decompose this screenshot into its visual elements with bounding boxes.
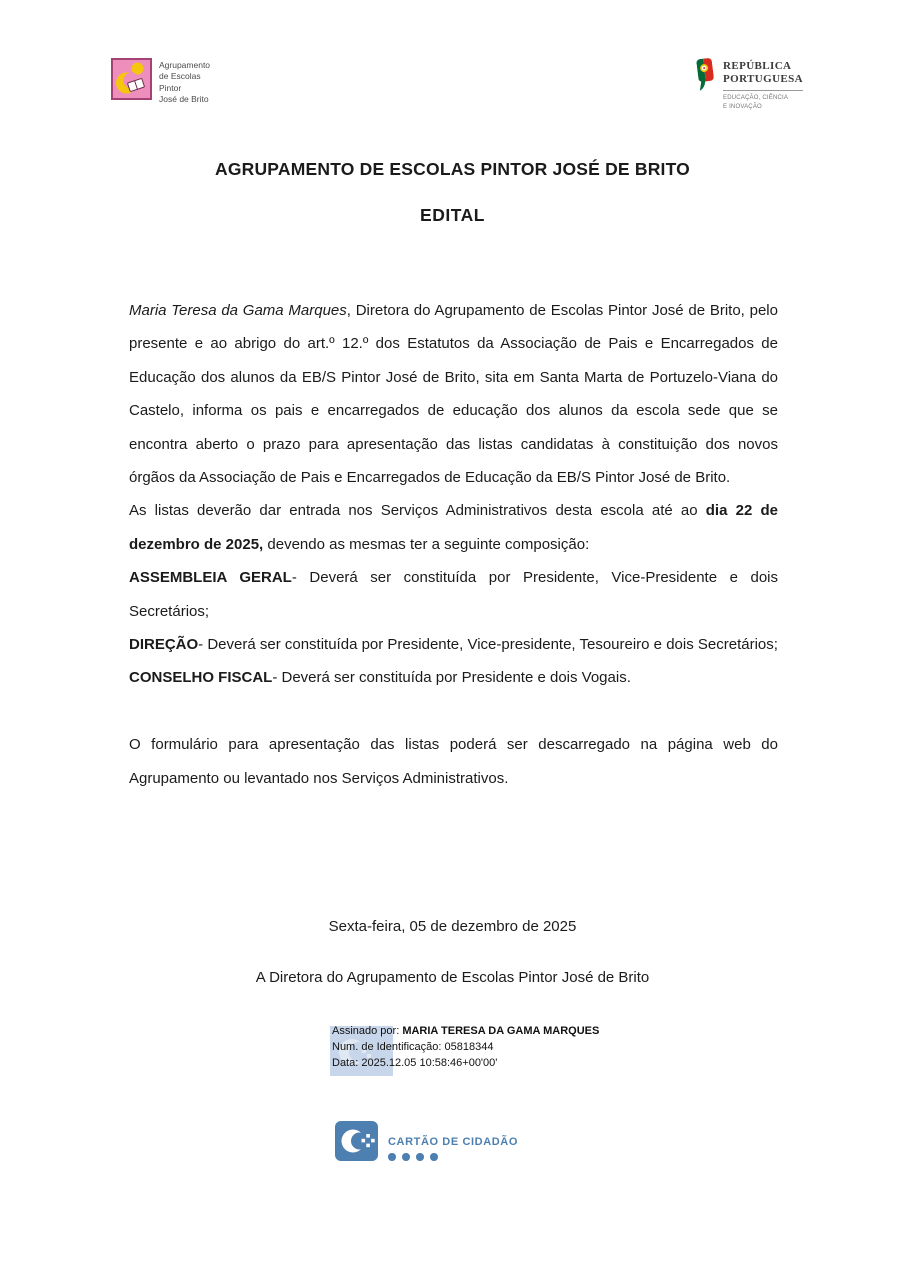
director-name-italic: Maria Teresa da Gama Marques	[129, 302, 347, 319]
document-title: AGRUPAMENTO DE ESCOLAS PINTOR JOSÉ DE BRITO	[214, 159, 690, 179]
school-logo-line: José de Brito	[159, 94, 209, 105]
dot-icon	[388, 1153, 396, 1161]
signature-signed-by	[332, 1024, 599, 1040]
signature-timestamp: Data: 2025.12.05 10:58:46+00'00'	[332, 1056, 498, 1069]
school-logo-icon	[111, 58, 152, 106]
republica-portuguesa-logo	[696, 57, 803, 112]
school-logo-line: Agrupamento	[159, 60, 211, 70]
composition-item-direcao	[129, 628, 778, 661]
composition-text: - Deverá ser constituída por Presidente e dois Vogais.	[272, 669, 631, 687]
digital-signature-block	[332, 1024, 599, 1071]
deadline-date-bold: dia 22 de dezembro de 2025,	[129, 502, 778, 553]
dot-icon	[402, 1153, 410, 1161]
school-logo-text	[159, 58, 210, 106]
gov-dept-line2: E INOVAÇÃO	[723, 103, 762, 110]
school-logo	[111, 58, 210, 106]
paragraph-intro-text: , Diretora do Agrupamento de Escolas Pintor José de Brito, pelo presente e ao abrigo do art.º 12.º dos Estatutos da Associação de Pais e Encarregados de Educação dos alunos da EB/S Pintor José de Brito, sita em Santa Marta de Portuzelo-Viana do Castelo, informa os pais e encarregados de educação dos alunos da escola sede que se encontra aberto o prazo para apresentação das listas candidatas à constituição dos novos órgãos da Associação de Pais e Encarregados de Educação da EB/S Pintor José de Brito.	[129, 302, 778, 487]
dot-icon	[416, 1153, 424, 1161]
signer-title-line: A Diretora do Agrupamento de Escolas Pintor José de Brito	[255, 969, 650, 986]
composition-text: - Deverá ser constituída por Presidente, Vice-presidente, Tesoureiro e dois Secretários;	[198, 636, 778, 654]
deadline-text-pre: As listas deverão dar entrada nos Serviços Administrativos desta escola até ao	[129, 502, 706, 520]
composition-text: - Deverá ser constituída por Presidente, Vice-Presidente e dois Secretários;	[129, 569, 779, 620]
gov-dept-line1: EDUCAÇÃO, CIÊNCIA	[723, 94, 789, 101]
composition-label: ASSEMBLEIA GERAL	[129, 569, 292, 587]
signed-by-label: Assinado por:	[332, 1025, 403, 1037]
portugal-flag-icon	[696, 57, 715, 112]
dot-icon	[430, 1153, 438, 1161]
date-line: Sexta-feira, 05 de dezembro de 2025	[328, 918, 577, 935]
paragraph-form-info: O formulário para apresentação das listas poderá ser descarregado na página web do Agrupamento ou levantado nos Serviços Administrativos.	[129, 736, 778, 787]
signed-by-name: MARIA TERESA DA GAMA MARQUES	[402, 1025, 600, 1037]
school-logo-line: Pintor	[159, 82, 182, 93]
document-subtitle: EDITAL	[420, 205, 485, 225]
composition-label: DIREÇÃO	[129, 636, 199, 654]
citizen-card-dots	[388, 1153, 518, 1161]
paragraph-deadline	[129, 494, 778, 561]
signature-id-number: Num. de Identificação: 05818344	[332, 1040, 494, 1053]
composition-item-conselho-fiscal	[129, 661, 778, 694]
gov-title-line1: REPÚBLICA	[723, 60, 792, 72]
citizen-card-logo	[335, 1121, 518, 1166]
citizen-card-text	[388, 1121, 518, 1166]
school-logo-line: de Escolas	[159, 71, 201, 82]
gov-title-line2: PORTUGUESA	[723, 72, 804, 85]
citizen-card-label: CARTÃO DE CIDADÃO	[388, 1136, 518, 1148]
gov-logo-department	[723, 90, 803, 112]
document-body	[129, 294, 778, 795]
gov-logo-title	[723, 57, 803, 86]
paragraph-intro	[129, 294, 778, 494]
citizen-card-icon	[335, 1121, 378, 1166]
composition-label: CONSELHO FISCAL	[129, 669, 273, 687]
deadline-text-post: devendo as mesmas ter a seguinte composição:	[263, 535, 590, 553]
gov-logo-text	[723, 57, 803, 112]
composition-item-assembleia-geral	[129, 561, 778, 628]
